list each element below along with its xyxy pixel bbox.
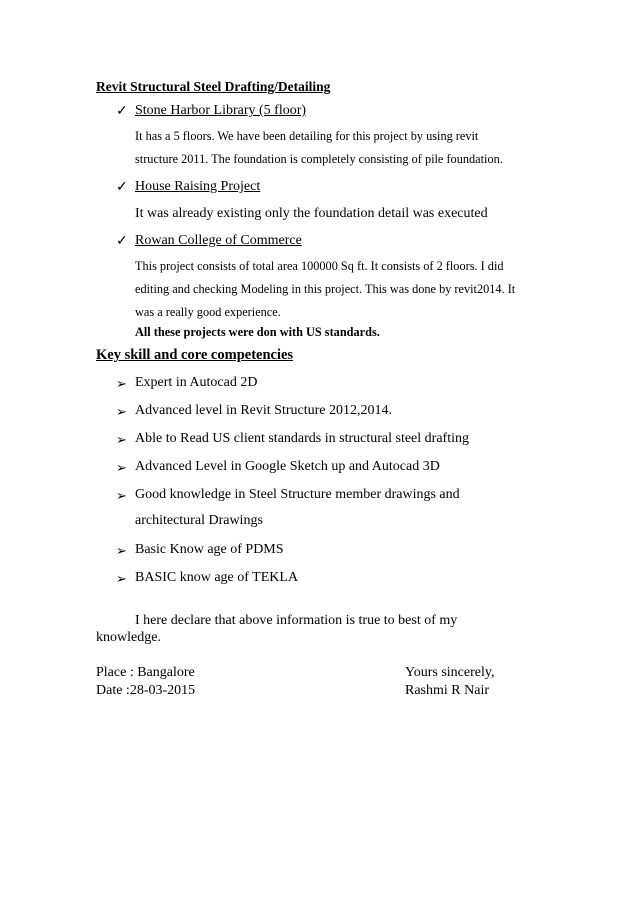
skill-item: Advanced Level in Google Sketch up and Autocad 3D: [135, 459, 440, 474]
check-icon: ✓: [116, 104, 128, 119]
skill-item: Advanced level in Revit Structure 2012,2014.: [135, 403, 392, 418]
section-heading-skills: Key skill and core competencies: [96, 347, 294, 363]
skill-item: Expert in Autocad 2D: [135, 375, 258, 390]
project-description-line: It was already existing only the foundation detail was executed: [135, 206, 488, 221]
date: Date :28-03-2015: [96, 683, 196, 698]
skill-item: BASIC know age of TEKLA: [135, 570, 299, 585]
skill-item: Able to Read US client standards in structural steel drafting: [135, 431, 469, 446]
declaration-text-continuation: knowledge.: [96, 630, 161, 645]
arrow-bullet-icon: ➢: [116, 460, 127, 475]
arrow-bullet-icon: ➢: [116, 376, 127, 391]
skill-item-continuation: architectural Drawings: [135, 513, 263, 528]
project-description-line: was a really good experience.: [135, 305, 281, 319]
arrow-bullet-icon: ➢: [116, 432, 127, 447]
arrow-bullet-icon: ➢: [116, 488, 127, 503]
arrow-bullet-icon: ➢: [116, 404, 127, 419]
declaration-text: I here declare that above information is true to best of my: [135, 613, 458, 628]
project-description-line: This project consists of total area 100000 Sq ft. It consists of 2 floors. I did: [135, 259, 504, 273]
project-description-line: structure 2011. The foundation is completely consisting of pile foundation.: [135, 152, 503, 166]
arrow-bullet-icon: ➢: [116, 543, 127, 558]
place: Place : Bangalore: [96, 665, 195, 680]
project-title: Stone Harbor Library (5 floor): [135, 103, 307, 118]
check-icon: ✓: [116, 180, 128, 195]
signatory-name: Rashmi R Nair: [405, 683, 489, 698]
section-heading-revit: Revit Structural Steel Drafting/Detailing: [96, 79, 331, 94]
project-title: Rowan College of Commerce: [135, 233, 302, 248]
skill-item: Good knowledge in Steel Structure member drawings and: [135, 487, 460, 502]
arrow-bullet-icon: ➢: [116, 571, 127, 586]
standards-note: All these projects were don with US standards.: [135, 325, 380, 339]
project-title: House Raising Project: [135, 179, 261, 194]
project-description-line: editing and checking Modeling in this project. This was done by revit2014. It: [135, 282, 516, 296]
skill-item: Basic Know age of PDMS: [135, 542, 284, 557]
check-icon: ✓: [116, 234, 128, 249]
project-description-line: It has a 5 floors. We have been detailing for this project by using revit: [135, 129, 479, 143]
closing: Yours sincerely,: [405, 665, 495, 680]
